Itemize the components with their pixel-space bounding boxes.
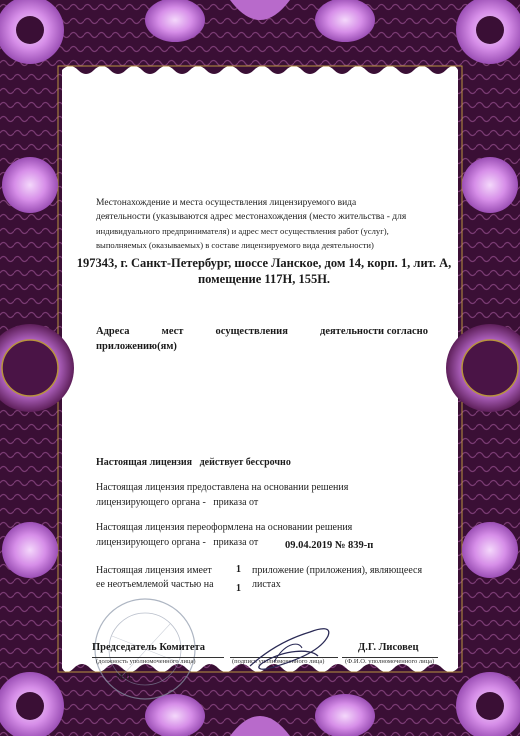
address-line: 197343, г. Санкт-Петербург, шоссе Ланское, дом 14, корп. 1, лит. А, [76,256,452,270]
granted-line: Настоящая лицензия предоставлена на основании решения [96,482,349,493]
places-word: мест [161,326,184,337]
places-line: приложению(ям) [96,341,177,352]
position-caption: (должность уполномоченного лица) [96,658,196,665]
reissued-line: лицензирующего органа - приказа от [96,537,259,548]
places-word: Адреса [96,326,130,337]
places-word: осуществления [215,326,288,337]
stamp-place-label: М.П. [116,672,133,681]
reissue-order-number: 09.04.2019 № 839-п [285,540,374,551]
granted-line: лицензирующего органа - приказа от [96,497,259,508]
appendix-prefix: ее неотъемлемой частью на [96,579,214,590]
name-caption: (Ф.И.О. уполномоченного лица) [345,658,435,665]
reissued-statement [96,520,426,550]
address [72,255,456,287]
appendix-count: 1 [236,583,241,594]
signatory-position: Председатель Комитета [92,642,206,653]
places-word: деятельности согласно [320,326,428,337]
appendix-suffix: листах [252,579,281,590]
section-header [96,196,428,252]
appendix-prefix: Настоящая лицензия имеет [96,565,212,576]
reissued-line: Настоящая лицензия переоформлена на основании решения [96,522,353,533]
header-line: индивидуального предпринимателя) и адрес мест осуществления работ (услуг), [96,226,389,236]
signature-caption: (подпись уполномоченного лица) [232,658,325,665]
header-line: Местонахождение и места осуществления лицензируемого вида [96,198,357,208]
handwritten-signature [240,618,340,676]
places-of-activity [96,324,428,354]
appendix-statement [96,563,446,597]
appendix-suffix: приложение (приложения), являющееся [252,565,423,576]
appendix-count: 1 [236,564,241,575]
granted-statement [96,480,426,510]
header-line: выполняемых (оказываемых) в составе лицензируемого вида деятельности) [96,240,374,250]
address-line: помещение 117Н, 155Н. [197,272,331,286]
signatory-name: Д.Г. Лисовец [358,642,419,653]
validity-statement: Настоящая лицензия действует бессрочно [96,457,291,468]
header-line: деятельности (указываются адрес местонахождения (место жительства - для [96,212,407,222]
